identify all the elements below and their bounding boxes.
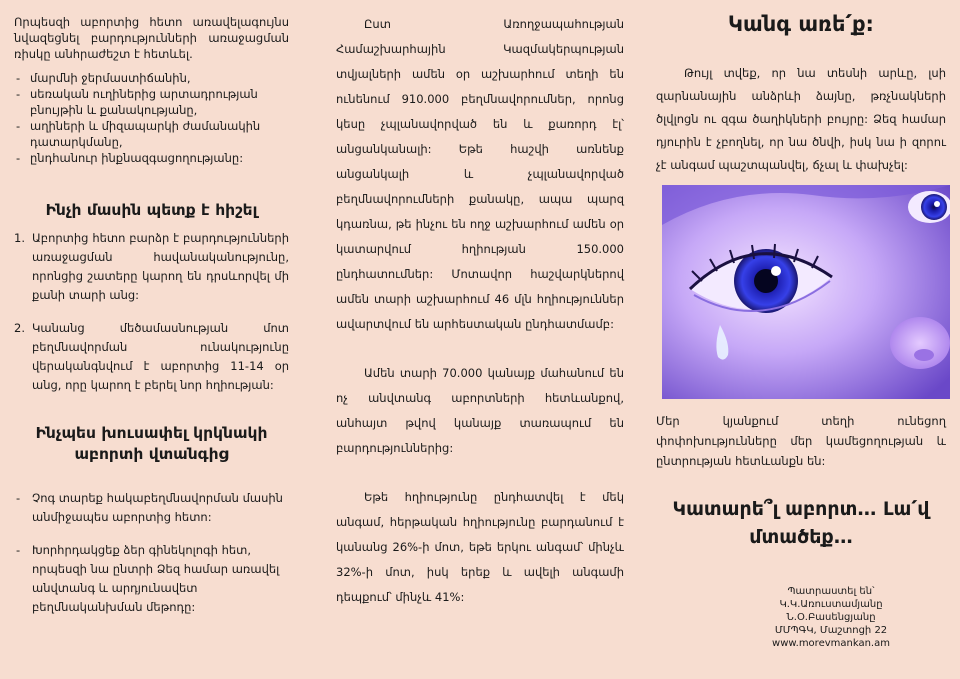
list-item: - մարմնի ջերմաստիճանին, [14,70,289,86]
mortality-paragraph: Ամեն տարի 70.000 կանայք մահանում են ոչ անվտանգ աբորտների հետևանքով, անհայտ թվով կանայք տառապում են բարդություններից: [336,366,624,455]
credits-line: ՄՄՊԳԿ, Մաշտոցի 22 [774,625,888,636]
stop-title: Կանգ առե՛ք: [728,12,874,36]
list-item: - ընդհանուր ինքնազգացողությանը: [14,150,289,166]
credits-line: Պատրաստել են՝ [787,586,875,597]
list-item: - աղիների և միզապարկի ժամանակին դատարկմանը, [14,118,289,150]
credits-line: Կ.Կ.Առուստամյանը [779,599,883,610]
list-item: - սեռական ուղիներից արտադրության բնույթին և քանակությանը, [14,86,289,118]
appeal-paragraph: Թույլ տվեք, որ նա տեսնի արևը, լսի զարնանային անձրևի ձայնը, թռչնակների ծլվլոցն ու զգա ծաղիկների բույրը: Ձեզ համար դյուրին է չբողնել, որ նա ծնվի, իսկ նա ի զորու չէ անգամ պաշտպանվել, ճչալ և փախչել: [656,66,946,172]
item-number: 1. [14,231,25,245]
statistics-paragraph: Ըստ Առողջապահության Համաշխարհային Կազմակերպության տվյալների ամեն օր աշխարհում տեղի են ունենում 910.000 բեղմնավորումներ, որոնց կեսը չպլանավորված են և քառորդ էլ՝ անցանկանալի: Եթե հաշվի առնենք անցանկալի և չպլանավորված բեղմնավորումների քանակը, ապա պարզ կդառնա, թե ինչու են ողջ աշխարհում ամեն օր կատարվում հղիության 150.000 ընդհատումներ: Մոտավոր հաշվարկներով ամեն տարի աշխարհում 46 մլն հղիություններ ավարտվում են արհեստական ընդհատմամբ: [336,17,624,331]
heading-avoid: Ինչպես խուսափել կրկնակի աբորտի վտանգից [35,424,268,463]
item-number: 2. [14,321,25,335]
item-text: Կանանց մեծամասնության մոտ բեղմնավորման ունակությունը վերականգնվում է աբորտից 11-14 օր անց, որը կարող է բերել նոր հղիության: [32,321,289,392]
panel-middle [320,0,640,679]
list-item: - Խորհրդակցեք ձեր գինեկոլոգի հետ, որպեսզի նա ընտրի Ձեզ համար առավել անվտանգ և արդյունավետ բեղմնականխման մեթոդը: [14,541,289,617]
choice-paragraph: Մեր կյանքում տեղի ունեցող փոփոխությունները մեր կամեցողության և ընտրության հետևանքն են: [656,414,946,468]
avoid-list [14,489,289,617]
list-item [14,319,289,395]
website-link[interactable]: www.morevmankan.am [772,638,890,649]
remember-list [14,229,289,395]
credits-line: Ն.Օ.Բասենցյանը [786,612,876,623]
crying-eye-photo [662,185,950,399]
panel-left [0,0,305,679]
list-item [14,229,289,305]
item-text: Աբորտից հետո բարձր է բարդությունների առաջացման հավանականությունը, որոնցից շատերը կարող են դրսևորվել մի քանի տարի անց: [32,231,289,302]
credits [716,585,946,650]
intro-text: Որպեսզի աբորտից հետո առավելագույնս նվազեցնել բարդությունների առաջացման ռիսկը անհրաժեշտ է հետևել. [14,15,289,61]
list-item: - Չոգ տարեք հակաբեղմնավորման մասին անմիջապես աբորտից հետո: [14,489,289,527]
call-to-think: Կատարե՞լ աբորտ… Լա՛վ մտածեք… [672,498,930,548]
risk-paragraph: Եթե հղիությունը ընդհատվել է մեկ անգամ, հերթական հղիությունը բարդանում է կանանց 26%-ի մոտ, եթե երկու անգամ՝ մինչև 32%-ի մոտ, իսկ երեք և ավելի անգամի դեպքում՝ մինչև 41%: [336,490,624,604]
heading-remember: Ինչի մասին պետք է հիշել [45,201,258,219]
monitor-list [14,70,289,166]
panel-right [650,0,960,679]
